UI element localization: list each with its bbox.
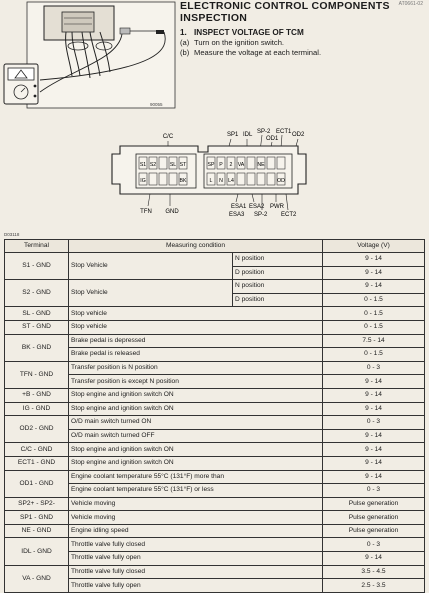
condition-cell: Transfer position is N position bbox=[69, 361, 323, 375]
label-od2: OD2 bbox=[292, 132, 305, 138]
pin-st: ST bbox=[179, 162, 187, 168]
sub-condition-cell: D position bbox=[233, 266, 323, 280]
table-header-row bbox=[5, 240, 425, 253]
table-row bbox=[5, 456, 425, 470]
label-tfn: TFN bbox=[140, 209, 152, 215]
voltage-cell: 0 - 3 bbox=[323, 538, 425, 552]
condition-cell: Brake pedal is released bbox=[69, 348, 323, 362]
substep-text: Turn on the ignition switch. bbox=[194, 38, 285, 47]
terminal-cell: SP2+ - SP2- bbox=[5, 497, 69, 511]
header-voltage: Voltage (V) bbox=[323, 240, 425, 253]
voltage-cell: 9 - 14 bbox=[323, 470, 425, 484]
pin-ne: NE bbox=[257, 162, 265, 168]
voltage-cell: 9 - 14 bbox=[323, 552, 425, 566]
table-row bbox=[5, 402, 425, 416]
page-code: AT0661-02 bbox=[398, 1, 423, 7]
voltage-cell: 0 - 1.5 bbox=[323, 348, 425, 362]
condition-cell: Stop vehicle bbox=[69, 307, 323, 321]
connector-figure bbox=[0, 124, 429, 236]
step-text: INSPECT VOLTAGE OF TCM bbox=[194, 28, 304, 37]
pin-s1: S1 bbox=[139, 162, 147, 168]
pin-od: OD bbox=[277, 178, 285, 184]
pin-2: 2 bbox=[229, 162, 233, 168]
page-title: ELECTRONIC CONTROL COMPONENTS bbox=[180, 0, 390, 12]
voltage-cell: 2.5 - 3.5 bbox=[323, 579, 425, 593]
table-row bbox=[5, 253, 425, 267]
terminal-cell: NE - GND bbox=[5, 524, 69, 538]
terminal-cell: IG - GND bbox=[5, 402, 69, 416]
voltage-cell: 0 - 1.5 bbox=[323, 320, 425, 334]
terminal-cell: SP1 - GND bbox=[5, 511, 69, 525]
voltage-cell: 7.5 - 14 bbox=[323, 334, 425, 348]
label-ect1: ECT1 bbox=[276, 129, 292, 135]
condition-cell: Stop Vehicle bbox=[69, 280, 233, 307]
pin-bk: BK bbox=[179, 178, 187, 184]
terminal-cell: C/C - GND bbox=[5, 443, 69, 457]
voltage-cell: 9 - 14 bbox=[323, 388, 425, 402]
figure1-code: 90055 bbox=[150, 102, 163, 107]
figure2-code: D03118 bbox=[4, 232, 20, 237]
table-row bbox=[5, 334, 425, 348]
table-row bbox=[5, 388, 425, 402]
voltage-cell: 9 - 14 bbox=[323, 253, 425, 267]
substep-letter: (b) bbox=[180, 48, 190, 57]
sub-condition-cell: N position bbox=[233, 253, 323, 267]
condition-cell: Engine coolant temperature 55°C (131°F) more than bbox=[69, 470, 323, 484]
voltage-cell: 0 - 1.5 bbox=[323, 307, 425, 321]
table-row bbox=[5, 443, 425, 457]
terminal-cell: ST - GND bbox=[5, 320, 69, 334]
condition-cell: Stop engine and ignition switch ON bbox=[69, 402, 323, 416]
pin-va: VA bbox=[237, 162, 245, 168]
label-od1: OD1 bbox=[266, 136, 279, 142]
terminal-cell: S1 - GND bbox=[5, 253, 69, 280]
condition-cell: Throttle valve fully closed bbox=[69, 565, 323, 579]
pin-l: L bbox=[209, 178, 213, 184]
label-sp2: SP-2 bbox=[257, 129, 271, 135]
pin-ig: IG bbox=[140, 178, 146, 184]
table-row bbox=[5, 497, 425, 511]
pin-sp: SP bbox=[207, 162, 215, 168]
condition-cell: Stop engine and ignition switch ON bbox=[69, 388, 323, 402]
terminal-cell: SL - GND bbox=[5, 307, 69, 321]
pin-sl: SL bbox=[169, 162, 177, 168]
terminal-cell: +B - GND bbox=[5, 388, 69, 402]
voltage-cell: 9 - 14 bbox=[323, 456, 425, 470]
table-row bbox=[5, 470, 425, 484]
label-pwr: PWR bbox=[270, 204, 284, 210]
condition-cell: Throttle valve fully open bbox=[69, 552, 323, 566]
pin-n: N bbox=[219, 178, 223, 184]
label-ect2: ECT2 bbox=[281, 212, 297, 218]
voltage-cell: 9 - 14 bbox=[323, 375, 425, 389]
table-row bbox=[5, 538, 425, 552]
condition-cell: Brake pedal is depressed bbox=[69, 334, 323, 348]
label-esa1: ESA1 bbox=[231, 204, 247, 210]
condition-cell: Throttle valve fully closed bbox=[69, 538, 323, 552]
voltage-cell: 9 - 14 bbox=[323, 443, 425, 457]
condition-cell: O/D main switch turned ON bbox=[69, 416, 323, 430]
voltage-cell: 9 - 14 bbox=[323, 402, 425, 416]
condition-cell: Vehicle moving bbox=[69, 497, 323, 511]
label-cc: C/C bbox=[162, 134, 174, 140]
terminal-cell: IDL - GND bbox=[5, 538, 69, 565]
substep-letter: (a) bbox=[180, 38, 190, 47]
table-body bbox=[5, 253, 425, 593]
voltage-cell: 0 - 3 bbox=[323, 416, 425, 430]
header-terminal: Terminal bbox=[5, 240, 69, 253]
table-row bbox=[5, 416, 425, 430]
voltage-table bbox=[4, 239, 425, 593]
label-sp2-minus: SP-2 bbox=[254, 212, 268, 218]
step-heading bbox=[180, 28, 426, 38]
table-row bbox=[5, 320, 425, 334]
condition-cell: Engine coolant temperature 55°C (131°F) or less bbox=[69, 484, 323, 498]
voltage-cell: 9 - 14 bbox=[323, 266, 425, 280]
pin-p: P bbox=[219, 162, 223, 168]
terminal-cell: OD2 - GND bbox=[5, 416, 69, 443]
pin-l4: L4 bbox=[228, 178, 234, 184]
condition-cell: Stop engine and ignition switch ON bbox=[69, 443, 323, 457]
table-row bbox=[5, 280, 425, 294]
label-idl: IDL bbox=[243, 132, 253, 138]
terminal-cell: S2 - GND bbox=[5, 280, 69, 307]
condition-cell: Throttle valve fully open bbox=[69, 579, 323, 593]
page-subtitle: INSPECTION bbox=[180, 12, 248, 24]
voltage-cell: Pulse generation bbox=[323, 511, 425, 525]
voltage-cell: 0 - 3 bbox=[323, 361, 425, 375]
sub-condition-cell: D position bbox=[233, 293, 323, 307]
condition-cell: Stop engine and ignition switch ON bbox=[69, 456, 323, 470]
condition-cell: Stop Vehicle bbox=[69, 253, 233, 280]
terminal-cell: BK - GND bbox=[5, 334, 69, 361]
voltage-cell: 0 - 1.5 bbox=[323, 293, 425, 307]
substep-b bbox=[180, 48, 426, 58]
voltage-cell: Pulse generation bbox=[323, 497, 425, 511]
table-row bbox=[5, 511, 425, 525]
sub-condition-cell: N position bbox=[233, 280, 323, 294]
step-number: 1. bbox=[180, 28, 187, 37]
table-row bbox=[5, 361, 425, 375]
condition-cell: O/D main switch turned OFF bbox=[69, 429, 323, 443]
voltage-cell: 3.5 - 4.5 bbox=[323, 565, 425, 579]
table-row bbox=[5, 524, 425, 538]
label-esa3: ESA3 bbox=[229, 212, 245, 218]
voltage-table-wrap bbox=[4, 239, 424, 593]
header-condition: Measuring condition bbox=[69, 240, 323, 253]
terminal-cell: ECT1 - GND bbox=[5, 456, 69, 470]
substep-text: Measure the voltage at each terminal. bbox=[194, 48, 322, 57]
voltmeter-figure bbox=[0, 0, 178, 112]
voltage-cell: Pulse generation bbox=[323, 524, 425, 538]
substep-a bbox=[180, 38, 426, 48]
pin-s2: S2 bbox=[149, 162, 157, 168]
label-sp1: SP1 bbox=[227, 132, 239, 138]
condition-cell: Transfer position is except N position bbox=[69, 375, 323, 389]
condition-cell: Engine idling speed bbox=[69, 524, 323, 538]
table-row bbox=[5, 307, 425, 321]
terminal-cell: VA - GND bbox=[5, 565, 69, 592]
table-row bbox=[5, 565, 425, 579]
condition-cell: Vehicle moving bbox=[69, 511, 323, 525]
label-esa2: ESA2 bbox=[249, 204, 265, 210]
terminal-cell: TFN - GND bbox=[5, 361, 69, 388]
voltage-cell: 9 - 14 bbox=[323, 280, 425, 294]
label-gnd: GND bbox=[165, 209, 179, 215]
voltage-cell: 0 - 3 bbox=[323, 484, 425, 498]
terminal-cell: OD1 - GND bbox=[5, 470, 69, 497]
condition-cell: Stop vehicle bbox=[69, 320, 323, 334]
instructions-block bbox=[180, 0, 426, 58]
voltage-cell: 9 - 14 bbox=[323, 429, 425, 443]
